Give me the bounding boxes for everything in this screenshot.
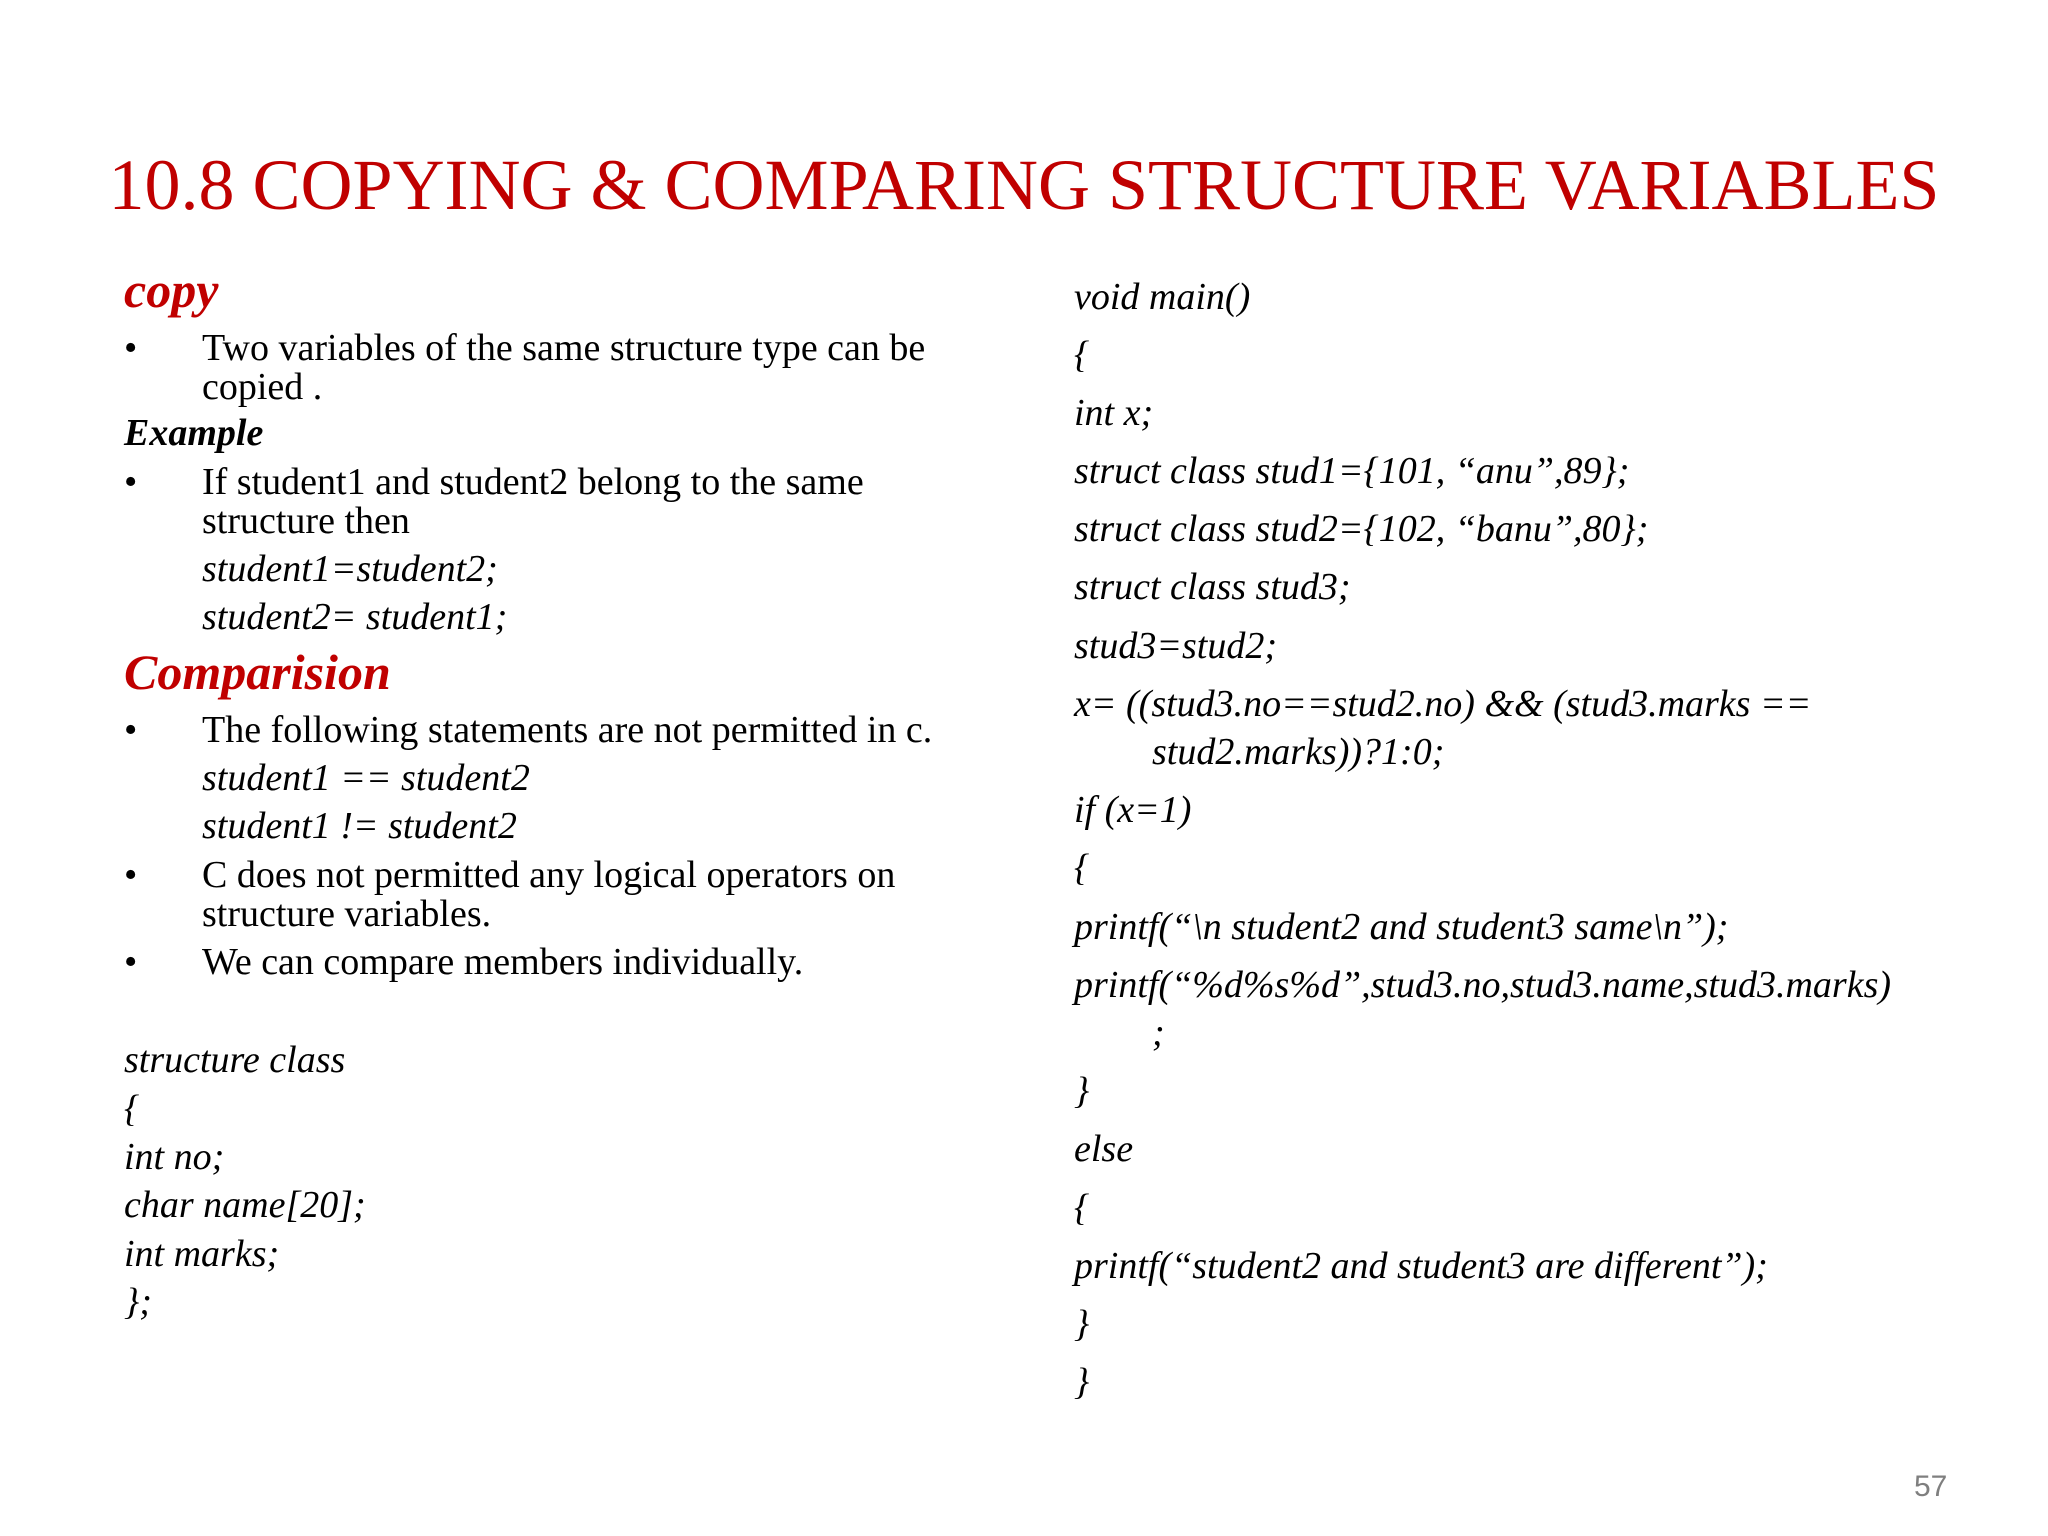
main-code-line: printf(“\n student2 and student3 same\n”);: [1074, 906, 1729, 948]
main-code-line: struct class stud1={101, “anu”,89};: [1074, 450, 1630, 492]
bullet-dot: •: [124, 854, 138, 896]
bullet-dot: •: [124, 327, 138, 369]
main-code-line: x= ((stud3.no==stud2.no) && (stud3.marks ==: [1074, 683, 1812, 725]
main-code-line: stud3=stud2;: [1074, 625, 1277, 667]
main-code-line: {: [1074, 847, 1090, 889]
slide-title: 10.8 COPYING & COMPARING STRUCTURE VARIABLES: [108, 145, 1940, 225]
copy-heading: copy: [124, 262, 219, 318]
main-code-line: void main(): [1074, 276, 1251, 318]
main-code-line: ;: [1152, 1012, 1165, 1054]
main-code-line: printf(“%d%s%d”,stud3.no,stud3.name,stud3.marks): [1074, 964, 1892, 1006]
bullet-dot: •: [124, 941, 138, 983]
cmp-code-2: student1 != student2: [202, 805, 517, 847]
main-code-line: if (x=1): [1074, 789, 1192, 831]
main-code-line: printf(“student2 and student3 are different”);: [1074, 1245, 1768, 1287]
example-bullet-line2: structure then: [202, 500, 410, 542]
bullet-dot: •: [124, 709, 138, 751]
bullet-dot: •: [124, 461, 138, 503]
example-bullet-line1: If student1 and student2 belong to the same: [202, 461, 864, 503]
page-number: 57: [1914, 1470, 1948, 1503]
main-code-line: int x;: [1074, 392, 1154, 434]
cmp-bullet-3: We can compare members individually.: [202, 941, 804, 983]
main-code-line: {: [1074, 334, 1090, 376]
main-code-line: else: [1074, 1128, 1134, 1170]
struct-code-line: int marks;: [124, 1233, 280, 1275]
main-code-line: struct class stud2={102, “banu”,80};: [1074, 508, 1649, 550]
cmp-bullet-2-line1: C does not permitted any logical operators on: [202, 854, 896, 896]
main-code-line: }: [1074, 1303, 1090, 1345]
main-code-line: }: [1074, 1070, 1090, 1112]
main-code-line: stud2.marks))?1:0;: [1152, 731, 1445, 773]
example-code-2: student2= student1;: [202, 596, 508, 638]
comparision-heading: Comparision: [124, 644, 391, 700]
struct-code-line: char name[20];: [124, 1184, 366, 1226]
copy-bullet-1-line1: Two variables of the same structure type can be: [202, 327, 926, 369]
struct-code-line: {: [124, 1088, 140, 1130]
struct-code-line: };: [124, 1281, 152, 1323]
cmp-bullet-1: The following statements are not permitted in c.: [202, 709, 933, 751]
example-heading: Example: [124, 412, 264, 454]
copy-bullet-1-line2: copied .: [202, 366, 323, 408]
struct-code-line: structure class: [124, 1039, 346, 1081]
main-code-line: {: [1074, 1187, 1090, 1229]
example-code-1: student1=student2;: [202, 548, 498, 590]
cmp-code-1: student1 == student2: [202, 757, 530, 799]
cmp-bullet-2-line2: structure variables.: [202, 893, 492, 935]
main-code-line: struct class stud3;: [1074, 566, 1351, 608]
main-code-line: }: [1074, 1361, 1090, 1403]
struct-code-line: int no;: [124, 1136, 225, 1178]
